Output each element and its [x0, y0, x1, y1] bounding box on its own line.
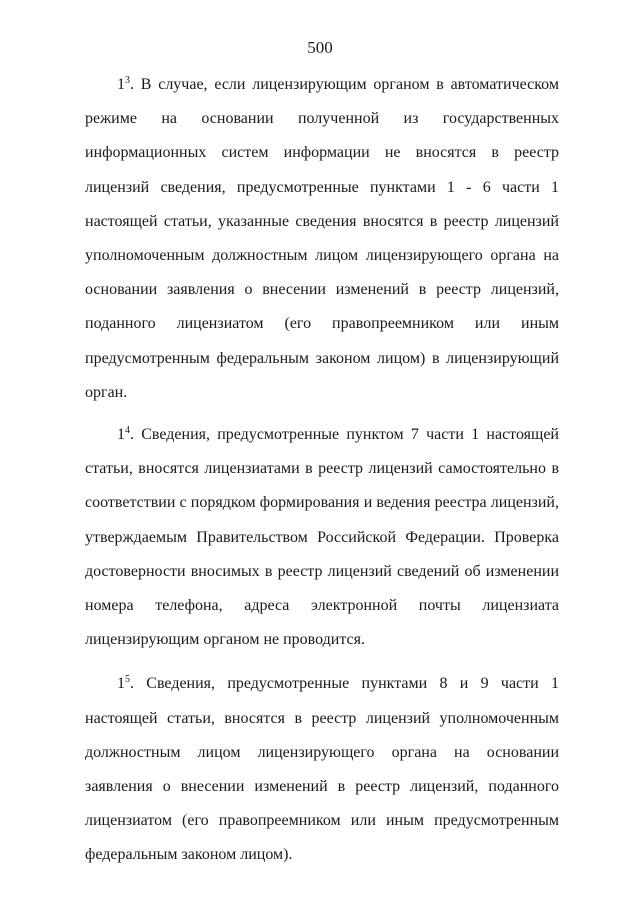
marker-dot: .: [130, 76, 134, 93]
paragraph-1-5: [85, 667, 559, 872]
page-number: 500: [307, 38, 333, 57]
paragraph-text: Сведения, предусмотренные пунктами 8 и 9 части 1 настоящей статьи, вносятся в реестр лицензий уполномоченным должностным лицом лицензирующего органа на основании заявления о внесении изменений в реестр лицензий, поданного лицензиатом (его правопреемником или иным предусмотренным федеральным законом лицом).: [85, 675, 559, 864]
marker-base: 1: [117, 426, 125, 444]
marker-superscript: 4: [125, 425, 130, 437]
paragraph-1-4: [85, 418, 559, 657]
paragraph-marker: [117, 76, 134, 93]
paragraph-marker: [117, 426, 134, 443]
marker-dot: .: [130, 426, 134, 444]
paragraph-text: Сведения, предусмотренные пунктом 7 части 1 настоящей статьи, вносятся лицензиатами в реестр лицензий самостоятельно в соответствии с порядком формирования и ведения реестра лицензий, утверждаемым Правительством Российской Федерации. Проверка достоверности вносимых в реестр лицензий сведений об изменении номера телефона, адреса электронной почты лицензиата лицензирующим органом не проводится.: [85, 426, 559, 649]
marker-dot: .: [130, 675, 134, 693]
paragraph-1-3: [85, 68, 559, 410]
marker-base: 1: [117, 675, 125, 693]
document-body: [85, 68, 559, 873]
paragraph-marker: [117, 675, 134, 692]
marker-superscript: 3: [125, 75, 130, 86]
marker-superscript: 5: [125, 674, 130, 686]
marker-base: 1: [117, 76, 125, 93]
paragraph-text: В случае, если лицензирующим органом в автоматическом режиме на основании полученной из государственных информационных систем информации не вносятся в реестр лицензий сведения, предусмотренные пунктами 1 - 6 части 1 настоящей статьи, указанные сведения вносятся в реестр лицензий уполномоченным должностным лицом лицензирующего органа на основании заявления о внесении изменений в реестр лицензий, поданного лицензиатом (его правопреемником или иным предусмотренным федеральным законом лицом) в лицензирующий орган.: [85, 76, 559, 401]
